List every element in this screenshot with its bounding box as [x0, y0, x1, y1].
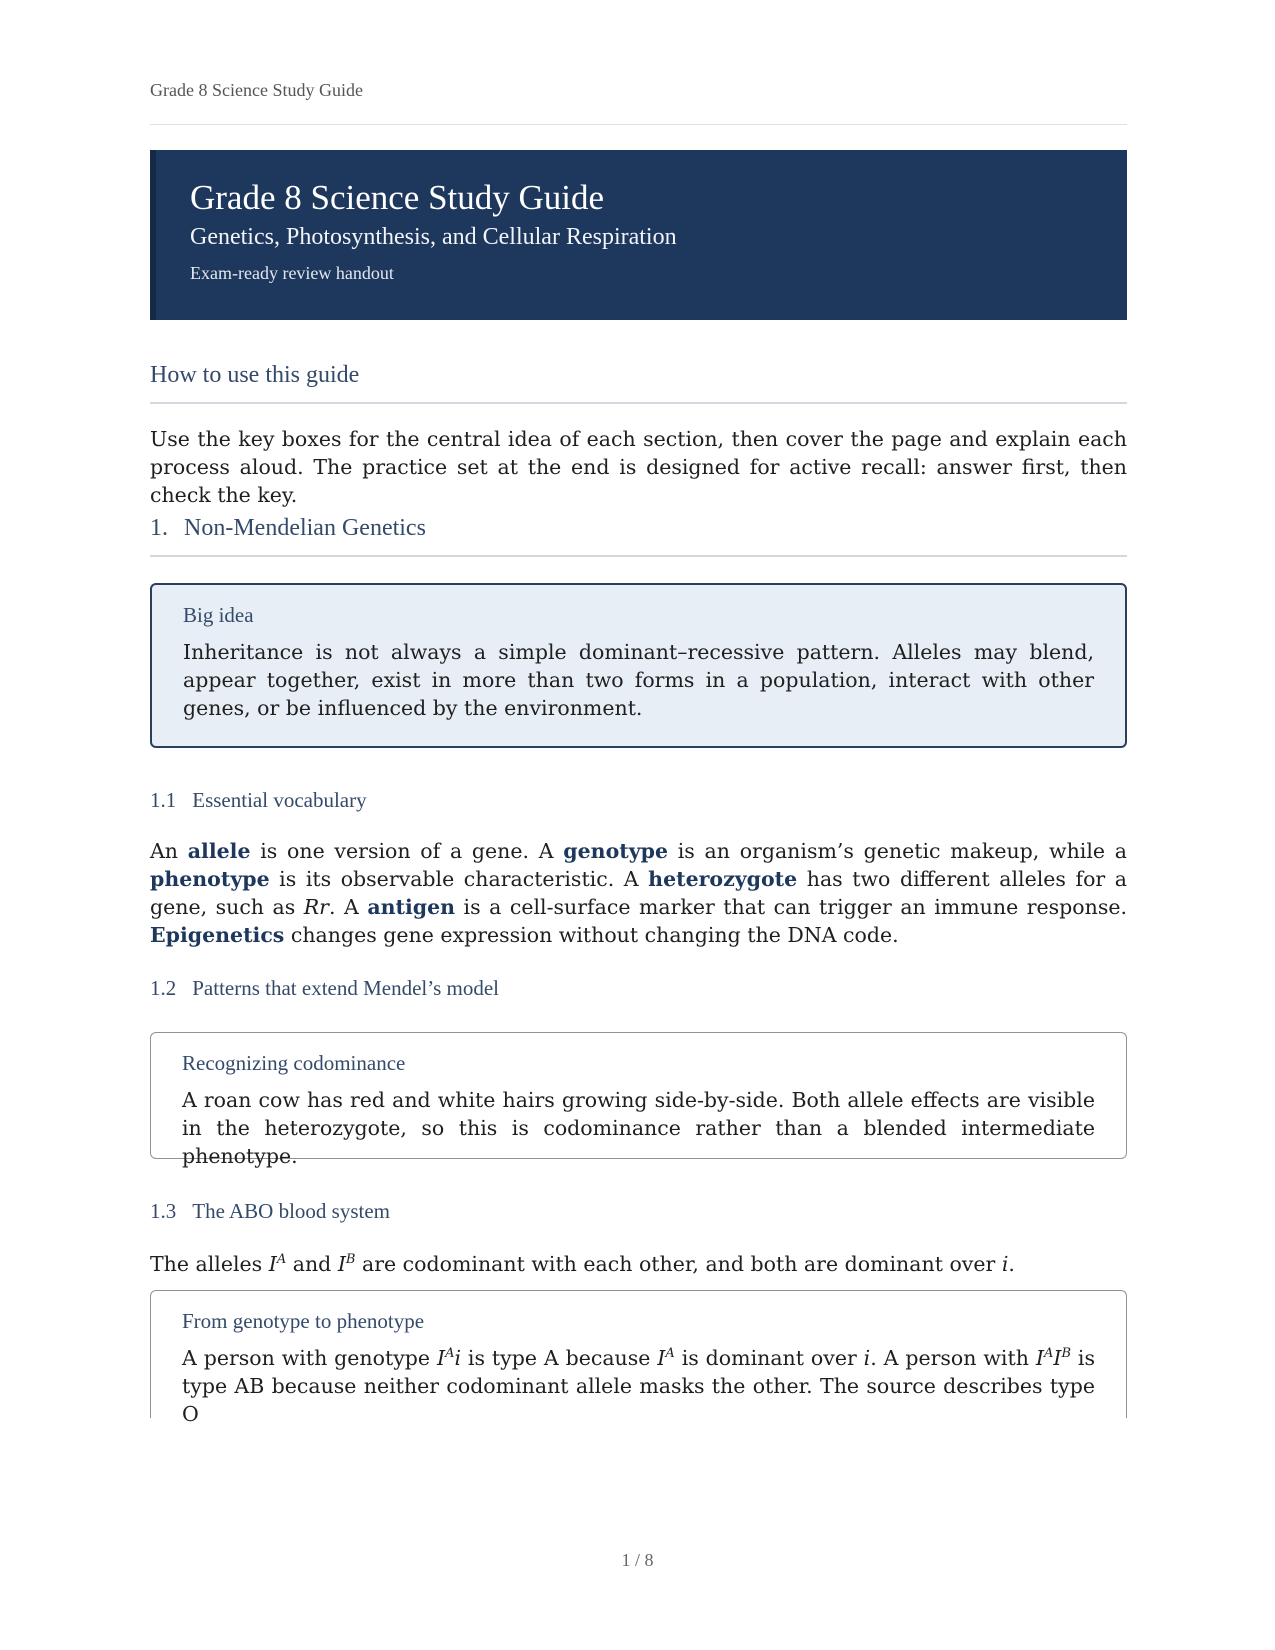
header-rule: [150, 124, 1127, 125]
document-subtitle: Genetics, Photosynthesis, and Cellular Respiration: [190, 224, 677, 250]
example-genotype: Rr: [303, 895, 329, 919]
allele-superscript: A: [1043, 1346, 1054, 1362]
term-phenotype: phenotype: [150, 867, 270, 891]
vocab-text: has two different alleles for a gene, such as: [150, 867, 1127, 919]
box-text-run: is type AB because neither codominant allele masks the other. The source describes type O: [182, 1346, 1095, 1426]
subsection-number: 1.1: [150, 788, 177, 812]
codominance-title: Recognizing codominance: [182, 1051, 406, 1075]
box-text-run: A person with genotype: [182, 1346, 437, 1370]
section1-title: Non-Mendelian Genetics: [184, 515, 426, 541]
subsection-title: The ABO blood system: [192, 1199, 390, 1223]
subsection-1-3-heading: [150, 1199, 390, 1224]
section-rule: [150, 402, 1127, 404]
big-idea-title: Big idea: [183, 603, 254, 627]
abo-text: and: [286, 1252, 338, 1276]
allele-superscript: A: [445, 1346, 455, 1362]
vocab-text: is an organism’s genetic makeup, while a: [668, 839, 1127, 863]
vocab-text: An: [150, 839, 188, 863]
abo-text: are codominant with each other, and both are dominant over: [355, 1252, 1002, 1276]
section-rule: [150, 555, 1127, 557]
subsection-number: 1.2: [150, 976, 177, 1000]
term-genotype: genotype: [563, 839, 668, 863]
how-to-heading: How to use this guide: [150, 362, 360, 388]
vocab-text: . A: [329, 895, 368, 919]
running-header: Grade 8 Science Study Guide: [150, 80, 363, 100]
codominance-text: A roan cow has red and white hairs growing side-by-side. Both allele effects are visible in the heterozygote, so this is codominance rather than a blended intermediate phenotype.: [182, 1088, 1095, 1168]
vocab-text: is a cell-surface marker that can trigger an immune response.: [455, 895, 1128, 919]
subsection-title: Essential vocabulary: [192, 788, 367, 812]
box-text-run: is dominant over: [674, 1346, 864, 1370]
vocab-text: changes gene expression without changing the DNA code.: [284, 923, 899, 947]
allele-superscript: A: [665, 1346, 675, 1362]
allele-base: I: [1053, 1346, 1062, 1370]
term-heterozygote: heterozygote: [648, 867, 798, 891]
vocab-text: is one version of a gene. A: [250, 839, 564, 863]
codominance-box: [150, 1032, 1127, 1168]
vocabulary-paragraph: [150, 837, 1127, 949]
term-antigen: antigen: [367, 895, 456, 919]
allele-base: I: [268, 1252, 277, 1276]
recessive-allele: i: [863, 1346, 871, 1370]
abo-text: .: [1008, 1252, 1015, 1276]
recessive-allele: i: [454, 1346, 462, 1370]
subsection-1-2-heading: [150, 976, 499, 1001]
allele-base: I: [436, 1346, 446, 1370]
allele-base: I: [1035, 1346, 1044, 1370]
term-epigenetics: Epigenetics: [150, 923, 285, 947]
section1-heading: [150, 515, 1127, 542]
big-idea-box: [150, 583, 1127, 748]
section1-number: 1.: [150, 515, 168, 541]
genotype-phenotype-title: From genotype to phenotype: [182, 1309, 425, 1333]
subsection-1-1-heading: [150, 788, 367, 813]
recessive-allele: i: [1001, 1252, 1009, 1276]
subsection-title: Patterns that extend Mendel’s model: [192, 976, 500, 1000]
allele-base: I: [657, 1346, 666, 1370]
allele-superscript: A: [276, 1252, 287, 1268]
term-allele: allele: [187, 839, 251, 863]
how-to-text: Use the key boxes for the central idea of each section, then cover the page and explain each process aloud. The practice set at the end is designed for active recall: answer first, then check the key.: [150, 427, 1127, 507]
genotype-phenotype-text: [182, 1344, 1095, 1428]
abo-text: The alleles: [150, 1252, 269, 1276]
subsection-number: 1.3: [150, 1199, 177, 1223]
page-number: 1 / 8: [621, 1550, 654, 1570]
allele-base: I: [337, 1252, 346, 1276]
vocab-text: is its observable characteristic. A: [269, 867, 649, 891]
document-note: Exam-ready review handout: [190, 263, 394, 283]
allele-superscript: B: [1061, 1346, 1071, 1362]
abo-paragraph: [150, 1250, 1127, 1278]
genotype-phenotype-box: [150, 1290, 1127, 1426]
document-title: Grade 8 Science Study Guide: [190, 178, 605, 217]
title-banner: [150, 150, 1127, 320]
allele-superscript: B: [345, 1252, 356, 1268]
box-text-run: is type A because: [461, 1346, 658, 1370]
big-idea-text: Inheritance is not always a simple dominant–recessive pattern. Alleles may blend, appear together, exist in more than two forms in a population, interact with other genes, or be influenced by the environment.: [183, 640, 1094, 720]
box-text-run: . A person with: [870, 1346, 1036, 1370]
